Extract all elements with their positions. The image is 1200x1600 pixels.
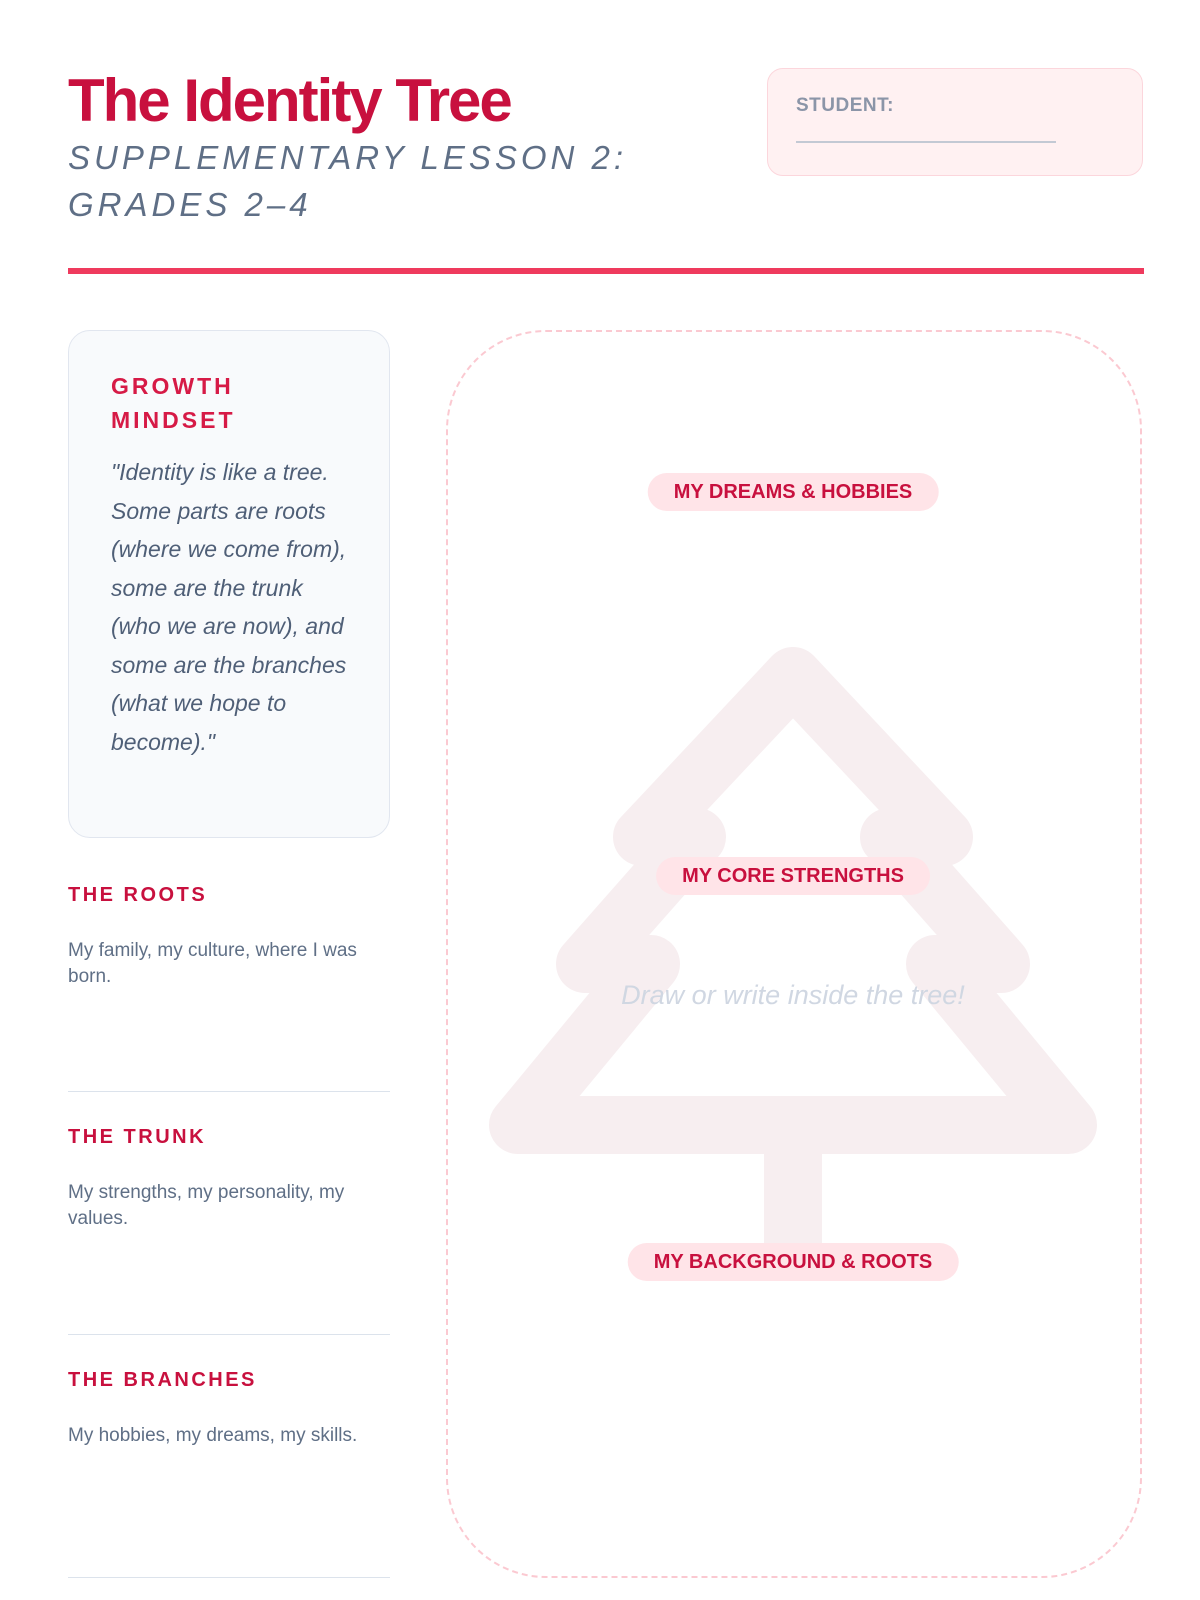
- tree-icon: [448, 332, 1144, 1580]
- student-name-box[interactable]: [767, 68, 1143, 176]
- section-title: THE BRANCHES: [68, 1369, 257, 1391]
- section-divider: [68, 1577, 390, 1578]
- section-title: THE ROOTS: [68, 884, 208, 906]
- page-subtitle: SUPPLEMENTARY LESSON 2: GRADES 2–4: [68, 139, 628, 223]
- tree-label-dreams-hobbies: MY DREAMS & HOBBIES: [648, 473, 939, 511]
- section-branches: [68, 1367, 390, 1449]
- student-name-line[interactable]: [796, 141, 1056, 143]
- student-label: STUDENT:: [796, 95, 894, 116]
- tree-label-background-roots: MY BACKGROUND & ROOTS: [628, 1243, 959, 1281]
- section-text: My strengths, my personality, my values.: [68, 1182, 345, 1229]
- section-text: My family, my culture, where I was born.: [68, 940, 357, 987]
- section-roots: [68, 882, 390, 990]
- section-title: THE TRUNK: [68, 1126, 207, 1148]
- section-divider: [68, 1334, 390, 1335]
- tree-label-core-strengths: MY CORE STRENGTHS: [656, 857, 930, 895]
- growth-mindset-quote: "Identity is like a tree. Some parts are roots (where we come from), some are the trunk (who we are now), and some are the branches (what we hope to become).": [111, 459, 347, 755]
- growth-mindset-card: [68, 330, 390, 838]
- section-text: My hobbies, my dreams, my skills.: [68, 1425, 358, 1446]
- tree-hint-text: Draw or write inside the tree!: [621, 980, 965, 1010]
- header-divider: [68, 268, 1144, 274]
- growth-mindset-title: GROWTH MINDSET: [111, 373, 236, 433]
- tree-drawing-area[interactable]: [446, 330, 1142, 1578]
- page-title: The Identity Tree: [68, 67, 511, 134]
- section-divider: [68, 1091, 390, 1092]
- section-trunk: [68, 1124, 390, 1232]
